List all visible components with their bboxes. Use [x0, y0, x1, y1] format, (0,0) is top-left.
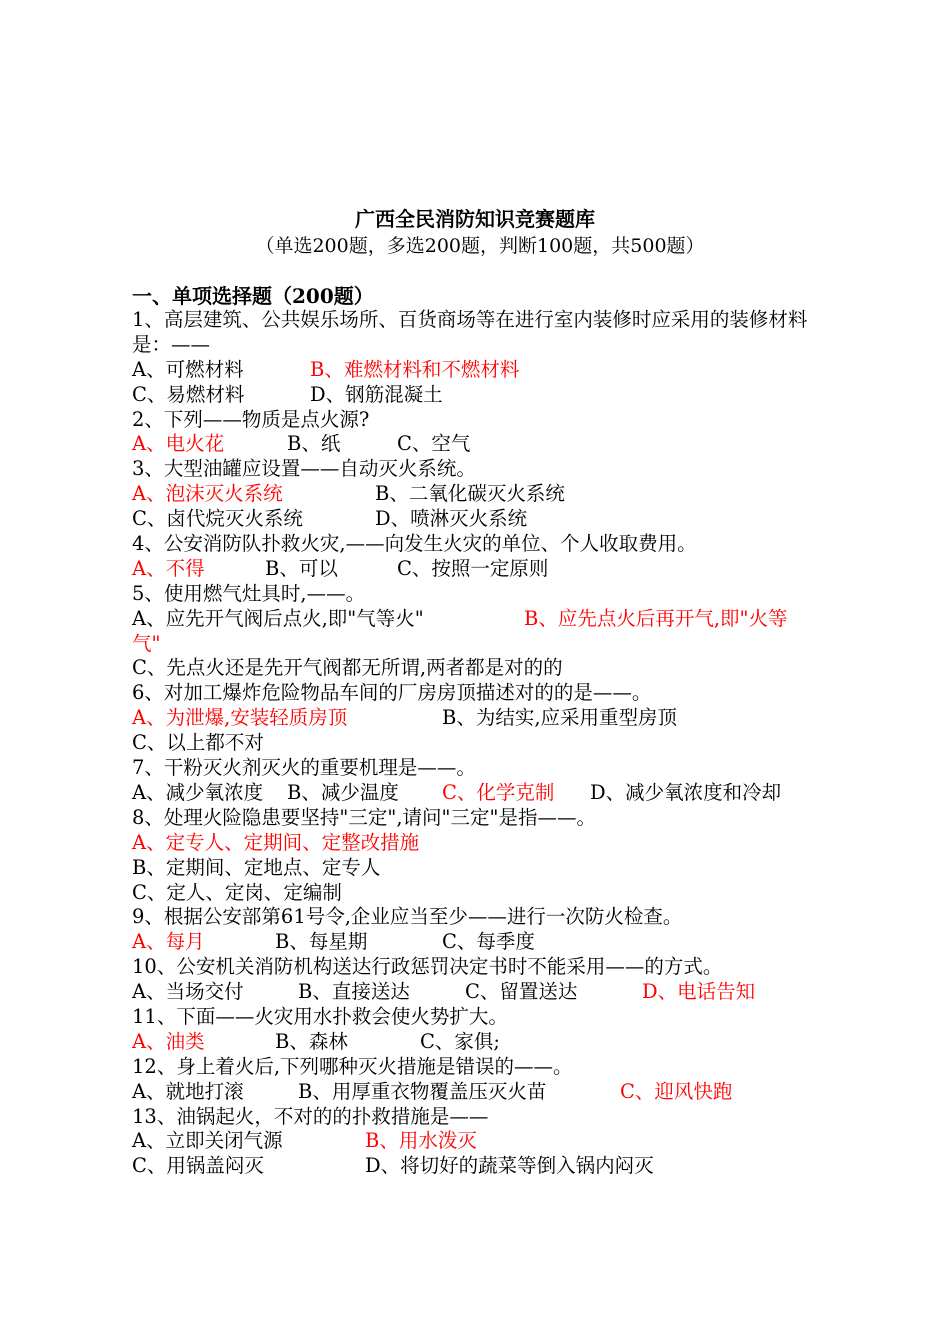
- answer-option: B、难燃材料和不燃材料: [310, 357, 520, 381]
- option: C、用锅盖闷灭: [132, 1154, 264, 1178]
- option: A、减少氧浓度: [132, 780, 264, 804]
- option: C、以上都不对: [132, 731, 264, 755]
- option-row: [132, 507, 852, 532]
- answer-option: A、电火花: [132, 432, 225, 456]
- option: A、可燃材料: [132, 357, 244, 381]
- question-text: 13、油锅起火，不对的的扑救措施是——: [132, 1104, 489, 1128]
- answer-option: C、迎风快跑: [620, 1079, 733, 1103]
- option: B、为结实,应采用重型房顶: [442, 706, 678, 730]
- question-text: 10、公安机关消防机构送达行政惩罚决定书时不能采用——的方式。: [132, 955, 723, 979]
- question-text: 7、干粉灭火剂灭火的重要机理是——。: [132, 756, 476, 780]
- option-row: [132, 432, 852, 457]
- option: B、可以: [265, 556, 338, 580]
- option-row: [132, 1154, 852, 1179]
- option-row: [132, 831, 852, 856]
- answer-option: A、定专人、定期间、定整改措施: [132, 830, 420, 854]
- option: B、每星期: [275, 930, 368, 954]
- question-text: 4、公安消防队扑救火灾,——向发生火灾的单位、个人收取费用。: [132, 532, 697, 556]
- question-text: 11、下面——火灾用水扑救会使火势扩大。: [132, 1004, 508, 1028]
- question-text: 12、身上着火后,下列哪种灭火措施是错误的——。: [132, 1054, 573, 1078]
- option: D、将切好的蔬菜等倒入锅内闷灭: [365, 1154, 654, 1178]
- option-row: [132, 930, 852, 955]
- option-row: [132, 383, 852, 408]
- option: C、空气: [397, 432, 471, 456]
- option: C、卤代烷灭火系统: [132, 507, 303, 531]
- option: D、钢筋混凝土: [310, 382, 443, 406]
- section-heading: 一、单项选择题（200题）: [132, 284, 374, 308]
- option-row: [132, 731, 852, 756]
- option: C、易燃材料: [132, 382, 245, 406]
- option-row: [132, 607, 852, 632]
- option-row: [132, 1080, 852, 1105]
- option-row: [132, 781, 852, 806]
- option-row: [132, 1030, 852, 1055]
- option: B、二氧化碳灭火系统: [375, 482, 565, 506]
- option-row: [132, 980, 852, 1005]
- option: B、直接送达: [298, 980, 410, 1004]
- option: A、就地打滚: [132, 1079, 244, 1103]
- option: C、每季度: [442, 930, 535, 954]
- option: C、定人、定岗、定编制: [132, 880, 342, 904]
- option: D、减少氧浓度和冷却: [590, 780, 782, 804]
- option: B、定期间、定地点、定专人: [132, 855, 381, 879]
- answer-option: C、化学克制: [442, 780, 555, 804]
- option: A、应先开气阀后点火,即"气等火": [132, 606, 424, 630]
- question-text: 6、对加工爆炸危险物品车间的厂房房顶描述对的的是——。: [132, 681, 652, 705]
- option: B、森林: [275, 1029, 348, 1053]
- option-row: [132, 482, 852, 507]
- option-row: [132, 706, 852, 731]
- question-list: [132, 308, 852, 1179]
- answer-option-continued: 气": [132, 631, 161, 655]
- option: D、喷淋灭火系统: [375, 507, 528, 531]
- answer-option: D、电话告知: [642, 980, 756, 1004]
- answer-option: B、应先点火后再开气,即"火等: [524, 606, 788, 630]
- answer-option: A、油类: [132, 1029, 205, 1053]
- answer-option: B、用水泼灭: [365, 1129, 477, 1153]
- option: C、按照一定原则: [397, 556, 549, 580]
- option: B、减少温度: [287, 780, 399, 804]
- answer-option: A、泡沫灭火系统: [132, 482, 283, 506]
- option-row: [132, 557, 852, 582]
- option: C、家俱;: [420, 1029, 500, 1053]
- question-text: 1、高层建筑、公共娱乐场所、百货商场等在进行室内装修时应采用的装修材料是：——: [132, 308, 808, 356]
- option-row: [132, 656, 852, 681]
- question-text: 3、大型油罐应设置——自动灭火系统。: [132, 457, 476, 481]
- option-row: [132, 632, 852, 657]
- page-title: 广西全民消防知识竞赛题库: [355, 207, 595, 231]
- option: A、立即关闭气源: [132, 1129, 283, 1153]
- option: C、留置送达: [465, 980, 578, 1004]
- option: B、用厚重衣物覆盖压灭火苗: [298, 1079, 547, 1103]
- answer-option: A、为泄爆,安装轻质房顶: [132, 706, 348, 730]
- page-subtitle: （单选200题，多选200题，判断100题，共500题）: [255, 235, 705, 257]
- option-row: [132, 358, 852, 383]
- option-row: [132, 1129, 852, 1154]
- option: A、当场交付: [132, 980, 244, 1004]
- question-text: 9、根据公安部第61号令,企业应当至少——进行一次防火检查。: [132, 905, 683, 929]
- question-text: 2、下列——物质是点火源?: [132, 407, 370, 431]
- question-text: 5、使用燃气灶具时,——。: [132, 581, 366, 605]
- question-text: 8、处理火险隐患要坚持"三定",请问"三定"是指——。: [132, 805, 596, 829]
- answer-option: A、每月: [132, 930, 205, 954]
- answer-option: A、不得: [132, 556, 205, 580]
- option: C、先点火还是先开气阀都无所谓,两者都是对的的: [132, 656, 563, 680]
- option-row: [132, 856, 852, 881]
- option: B、纸: [287, 432, 341, 456]
- option-row: [132, 881, 852, 906]
